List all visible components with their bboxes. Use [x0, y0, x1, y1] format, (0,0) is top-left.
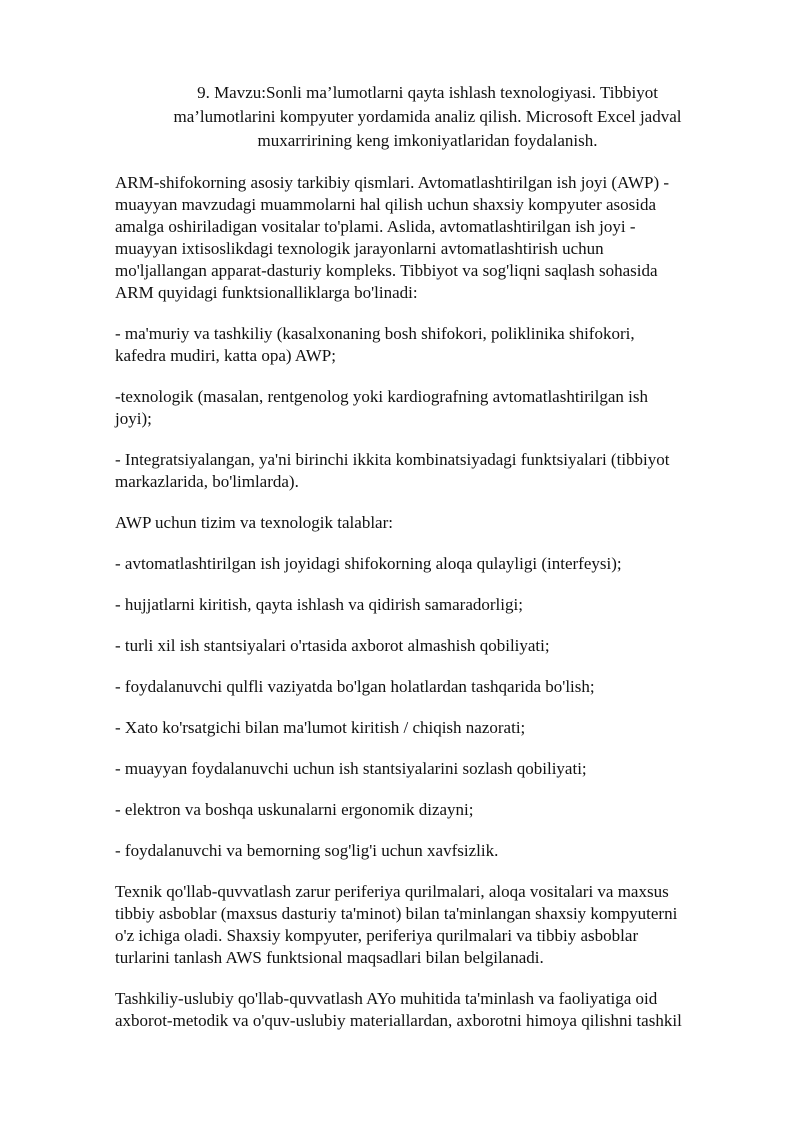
paragraph-line: AWP uchun tizim va texnologik talablar: — [115, 513, 393, 532]
document-body — [115, 172, 745, 1051]
paragraph-line: ARM quyidagi funktsionalliklarga bo'linadi: — [115, 283, 418, 302]
paragraph-line: - foydalanuvchi qulfli vaziyatda bo'lgan holatlardan tashqarida bo'lish; — [115, 677, 595, 696]
paragraph — [115, 635, 745, 657]
paragraph — [115, 881, 745, 969]
paragraph — [115, 323, 745, 367]
paragraph — [115, 512, 745, 534]
paragraph-line: - foydalanuvchi va bemorning sog'lig'i uchun xavfsizlik. — [115, 841, 499, 860]
title-line: 9. Mavzu:Sonli ma’lumotlarni qayta ishlash texnologiyasi. Tibbiyot — [197, 83, 658, 102]
paragraph-line: - ma'muriy va tashkiliy (kasalxonaning bosh shifokori, poliklinika shifokori, — [115, 324, 635, 343]
paragraph-line: - Integratsiyalangan, ya'ni birinchi ikkita kombinatsiyadagi funktsiyalari (tibbiyot — [115, 450, 670, 469]
paragraph-line: tibbiy asboblar (maxsus dasturiy ta'minot) bilan ta'minlangan shaxsiy kompyuterni — [115, 904, 678, 923]
paragraph-line: -texnologik (masalan, rentgenolog yoki kardiografning avtomatlashtirilgan ish — [115, 387, 649, 406]
paragraph-line: o'z ichiga oladi. Shaxsiy kompyuter, periferiya qurilmalari va tibbiy asboblar — [115, 926, 639, 945]
paragraph-line: mo'ljallangan apparat-dasturiy kompleks. Tibbiyot va sog'liqni saqlash sohasida — [115, 261, 658, 280]
title-line: ma’lumotlarini kompyuter yordamida analiz qilish. Microsoft Excel jadval — [173, 107, 682, 126]
paragraph — [115, 717, 745, 739]
paragraph — [115, 799, 745, 821]
paragraph-line: Tashkiliy-uslubiy qo'llab-quvvatlash AYo muhitida ta'minlash va faoliyatiga oid — [115, 989, 658, 1008]
paragraph-line: kafedra mudiri, katta opa) AWP; — [115, 346, 336, 365]
paragraph — [115, 172, 745, 304]
paragraph-line: - hujjatlarni kiritish, qayta ishlash va qidirish samaradorligi; — [115, 595, 523, 614]
paragraph-line: - muayyan foydalanuvchi uchun ish stantsiyalarini sozlash qobiliyati; — [115, 759, 587, 778]
paragraph-line: amalga oshiriladigan vositalar to'plami. Aslida, avtomatlashtirilgan ish joyi - — [115, 217, 636, 236]
paragraph-line: Texnik qo'llab-quvvatlash zarur periferiya qurilmalari, aloqa vositalari va maxsus — [115, 882, 669, 901]
paragraph — [115, 840, 745, 862]
paragraph-line: - turli xil ish stantsiyalari o'rtasida axborot almashish qobiliyati; — [115, 636, 550, 655]
paragraph — [115, 386, 745, 430]
title-line: muxarririning keng imkoniyatlaridan foydalanish. — [257, 131, 598, 150]
paragraph-line: turlarini tanlash AWS funktsional maqsadlari bilan belgilanadi. — [115, 948, 544, 967]
paragraph-line: ARM-shifokorning asosiy tarkibiy qismlari. Avtomatlashtirilgan ish joyi (AWP) - — [115, 173, 670, 192]
paragraph — [115, 988, 745, 1032]
paragraph-line: axborot-metodik va o'quv-uslubiy materiallardan, axborotni himoya qilishni tashkil — [115, 1011, 682, 1030]
paragraph-line: - avtomatlashtirilgan ish joyidagi shifokorning aloqa qulayligi (interfeysi); — [115, 554, 622, 573]
paragraph-line: muayyan ixtisoslikdagi texnologik jarayonlarni avtomatlashtirish uchun — [115, 239, 604, 258]
paragraph — [115, 449, 745, 493]
paragraph — [115, 676, 745, 698]
paragraph-line: markazlarida, bo'limlarda). — [115, 472, 299, 491]
paragraph-line: - elektron va boshqa uskunalarni ergonomik dizayni; — [115, 800, 474, 819]
paragraph-line: joyi); — [115, 409, 152, 428]
paragraph — [115, 758, 745, 780]
paragraph-line: - Xato ko'rsatgichi bilan ma'lumot kiritish / chiqish nazorati; — [115, 718, 526, 737]
paragraph — [115, 553, 745, 575]
paragraph — [115, 594, 745, 616]
paragraph-line: muayyan mavzudagi muammolarni hal qilish uchun shaxsiy kompyuter asosida — [115, 195, 657, 214]
document-title — [115, 81, 740, 153]
